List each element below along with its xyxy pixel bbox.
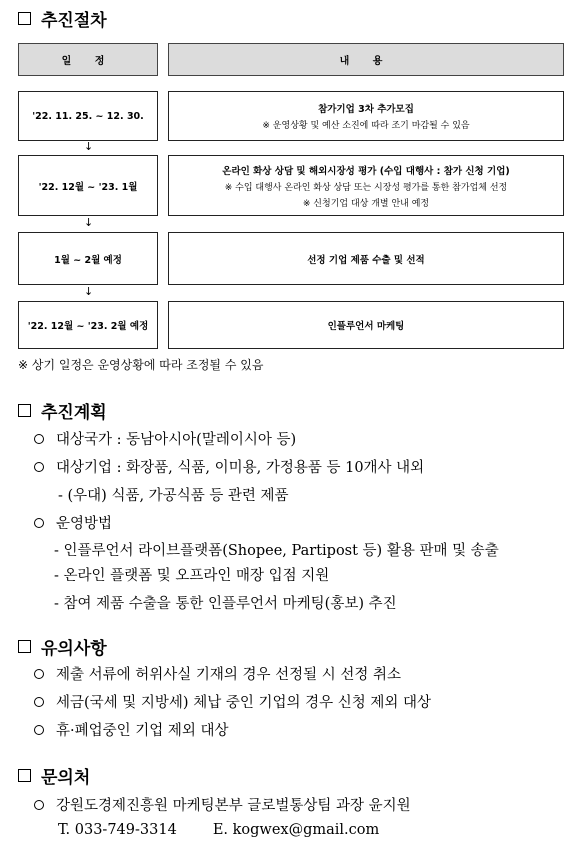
contact-phone: T. 033-749-3314: [58, 822, 177, 838]
contact-details: [58, 822, 379, 838]
circle-bullet-icon: [34, 800, 44, 810]
method-sub-item: - 참여 제품 수출을 통한 인플루언서 마케팅(홍보) 추진: [54, 596, 397, 612]
schedule-note: ※ 상기 일정은 운영상황에 따라 조정될 수 있음: [18, 358, 264, 372]
plan-item-company: 대상기업 : 화장품, 식품, 이미용, 가정용품 등 10개사 내외: [34, 456, 424, 477]
method-sub-item: - 인플루언서 라이브플랫폼(Shopee, Partipost 등) 활용 판매 및 송출: [54, 543, 499, 559]
circle-bullet-icon: [34, 725, 44, 735]
plan-item-country: 대상국가 : 동남아시아(말레이시아 등): [34, 428, 296, 449]
circle-bullet-icon: [34, 434, 44, 444]
section-title-contact: 문의처: [18, 763, 90, 788]
arrow-down-icon: ↓: [84, 216, 94, 229]
header-content: 내 용: [168, 43, 564, 76]
step1-content: 참가기업 3차 추가모집 ※ 운영상황 및 예산 소진에 따라 조기 마감될 수 있음: [168, 91, 564, 141]
notice-item: 제출 서류에 허위사실 기재의 경우 선정될 시 선정 취소: [34, 663, 401, 684]
plan-item-company-sub: - (우대) 식품, 가공식품 등 관련 제품: [58, 488, 289, 504]
circle-bullet-icon: [34, 518, 44, 528]
checkbox-square-icon: [18, 12, 31, 25]
circle-bullet-icon: [34, 697, 44, 707]
step1-schedule: '22. 11. 25. ~ 12. 30.: [18, 91, 158, 141]
section-title-plan: 추진계획: [18, 398, 107, 423]
notice-item: 세금(국세 및 지방세) 체납 중인 기업의 경우 신청 제외 대상: [34, 691, 431, 712]
step3-schedule: 1월 ~ 2월 예정: [18, 232, 158, 285]
contact-email: E. kogwex@gmail.com: [212, 822, 380, 838]
checkbox-square-icon: [18, 404, 31, 417]
circle-bullet-icon: [34, 462, 44, 472]
step4-schedule: '22. 12월 ~ '23. 2월 예정: [18, 301, 158, 349]
section-title-procedure: 추진절차: [18, 6, 107, 31]
circle-bullet-icon: [34, 669, 44, 679]
checkbox-square-icon: [18, 769, 31, 782]
contact-person: 강원도경제진흥원 마케팅본부 글로벌통상팀 과장 윤지원: [34, 794, 411, 815]
header-schedule: 일 정: [18, 43, 158, 76]
step2-schedule: '22. 12월 ~ '23. 1월: [18, 155, 158, 216]
step3-content: 선정 기업 제품 수출 및 선적: [168, 232, 564, 285]
method-sub-item: - 온라인 플랫폼 및 오프라인 매장 입점 지원: [54, 568, 330, 584]
step2-content: 온라인 화상 상담 및 해외시장성 평가 (수입 대행사 : 참가 신청 기업) ※ 수입 대행사 온라인 화상 상담 또는 시장성 평가를 통한 참가업체 선정 ※ 신청기업 대상 개별 안내 예정: [168, 155, 564, 216]
arrow-down-icon: ↓: [84, 285, 94, 298]
arrow-down-icon: ↓: [84, 140, 94, 153]
plan-item-method: 운영방법: [34, 512, 112, 533]
checkbox-square-icon: [18, 640, 31, 653]
step4-content: 인플루언서 마케팅: [168, 301, 564, 349]
section-title-notice: 유의사항: [18, 634, 107, 659]
notice-item: 휴·폐업중인 기업 제외 대상: [34, 719, 229, 740]
